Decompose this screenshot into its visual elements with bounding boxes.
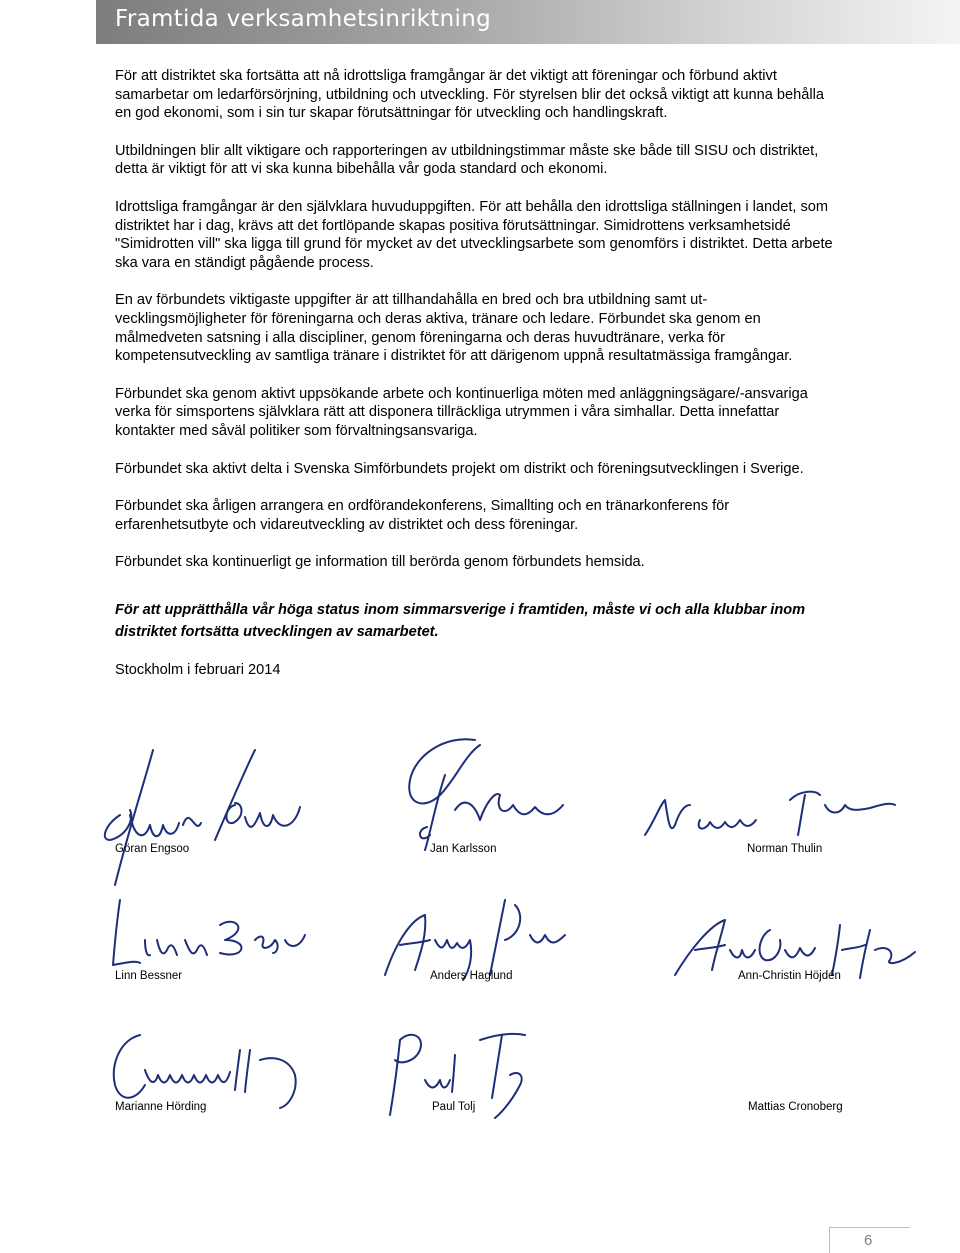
paragraph: Förbundet ska årligen arrangera en ordförandekonferens, Simallting och en tränarkonferens för erfarenhetsutbyte och vidareutveckling av distriktet och dess föreningar. [115, 498, 730, 533]
signature-marianne-hording [100, 1030, 310, 1110]
paragraph: Utbildningen blir allt viktigare och rapporteringen av utbildningstimmar måste ske både till SISU och distriktet, detta är viktigt för att vi ska kunna bibehålla vår goda standard och ekonomi. [115, 142, 819, 178]
closing-statement: För att upprätthålla vår höga status inom simmarsverige i framtiden, måste vi och alla klubbar inom distriktet fortsätta utvecklingen av samarbetet. [115, 601, 806, 640]
signature-linn-bessner [105, 895, 315, 975]
page-title: Framtida verksamhetsinriktning [115, 6, 491, 32]
signatory-name: Ann-Christin Höjdén [738, 970, 841, 982]
paragraph: För att distriktet ska fortsätta att nå idrottsliga framgångar är det viktigt att föreningar och förbund aktivt samarbetar om ledarförsörjning, utbildning och utveckling. För styrelsen blir det också viktigt att kunna behålla en god ekonomi, som i sin tur skapar förutsättningar för utveckling och handlingskraft. [115, 68, 824, 122]
signatory-name: Marianne Hörding [115, 1101, 207, 1113]
paragraph: Förbundet ska kontinuerligt ge information till berörda genom förbundets hemsida. [115, 554, 645, 571]
signatory-name: Linn Bessner [115, 970, 183, 982]
paragraph: En av förbundets viktigaste uppgifter är att tillhandahålla en bred och bra utbildning samt ut-vecklingsmöjligheter för föreningarna och deras aktiva, tränare och ledare. Förbundet ska genom en målmedveten satsning i alla discipliner, genom föreningarna och deras huvudtränare, verka för kompetensutveckling av samtliga tränare i distriktet för att därigenom uppnå resultatmässiga framgångar. [115, 292, 793, 365]
paragraph: Förbundet ska aktivt delta i Svenska Simförbundets projekt om distrikt och föreningsutvecklingen i Sverige. [115, 460, 804, 477]
signatory-name: Mattias Cronoberg [748, 1101, 843, 1113]
paragraph: Idrottsliga framgångar är den självklara huvuduppgiften. För att behålla den idrottsliga ställningen i landet, som distriktet har i dag, krävs att det fortlöpande skapas positiva förutsättningar. Simidrottens verksamhetsidé "Simidrotten vill" ska ligga till grund för mycket av det utvecklingsarbete som genomförs i distriktet. Detta arbete ska vara en ständigt pågående process. [115, 198, 833, 271]
signatory-name: Norman Thulin [747, 843, 823, 855]
signatory-name: Jan Karlsson [430, 843, 497, 855]
page-number: 6 [864, 1232, 873, 1249]
document-body [115, 67, 835, 698]
paragraph: Förbundet ska genom aktivt uppsökande arbete och kontinuerliga möten med anläggningsägare/-ansvariga verka för simsportens självklara rätt att disponera tillräckliga utrymmen i våra simhallar. Detta innefattar kontakter med såväl politiker som förvaltningsansvariga. [115, 385, 808, 439]
place-date: Stockholm i februari 2014 [115, 661, 281, 678]
signature-jan-karlsson [385, 735, 575, 855]
signatory-name: Paul Tolj [432, 1101, 476, 1113]
signatory-name: Anders Haglund [430, 970, 513, 982]
signatory-name: Göran Engsoo [115, 843, 190, 855]
signature-goran-engsoo [95, 745, 315, 895]
signature-norman-thulin [640, 780, 900, 850]
